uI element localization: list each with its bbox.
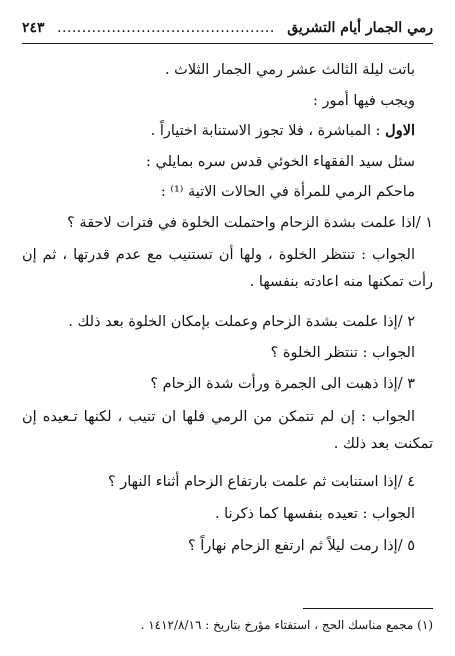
page-number: ٢٤٣ [22, 20, 45, 36]
header-title: رمي الجمار أيام التشريق [287, 20, 433, 36]
footnote-divider [303, 608, 433, 609]
first-item-heading: الاول [385, 122, 415, 139]
paragraph-line [22, 121, 415, 141]
question-line: ٥ /إذا رمت ليلاً ثم ارتفع الزحام نهاراً ؟ [188, 538, 415, 554]
first-item-text: : المباشرة ، فلا تجوز الاستنابة اختياراً . [150, 123, 381, 139]
footnote: (١) مجمع مناسك الحج ، استفتاء مؤرخ بتاريخ : ١٤١٢/٨/١٦ . [140, 618, 433, 632]
header-divider [22, 43, 433, 44]
answer-line: رأت تمكنها منه اعادته بنفسها . [249, 274, 433, 290]
question-line: ٣ /إذا ذهبت الى الجمرة ورأت شدة الزحام ؟ [150, 376, 415, 392]
paragraph-line: ويجب فيها أمور : [312, 93, 415, 109]
question-line: ٢ /إذا علمت بشدة الزحام وعملت بإمكان الخلوة بعد ذلك . [68, 314, 415, 330]
paragraph-line: ماحكم الرمي للمرأة في الحالات الاتية ⁽¹⁾ : [160, 184, 415, 200]
answer-line: الجواب : تنتظر الخلوة ، ولها أن تستنيب مع عدم قدرتها ، ثم إن [22, 247, 415, 263]
question-line: ٤ /إذا استنابت ثم علمت بارتفاع الزحام أثناء النهار ؟ [107, 474, 415, 490]
paragraph-line: باتت ليلة الثالث عشر رمي الجمار الثلاث . [164, 62, 415, 78]
question-line: ١ /اذا علمت بشدة الزحام واحتملت الخلوة في فترات لاحقة ؟ [67, 215, 433, 231]
header-dots: ............................................ [57, 20, 275, 36]
answer-line: الجواب : تعيده بنفسها كما ذكرنا . [214, 506, 415, 522]
answer-line: الجواب : إن لم تتمكن من الرمي فلها ان تنيب ، لكنها تـعيده إن [22, 409, 415, 425]
answer-line: تمكنت بعد ذلك . [333, 436, 433, 452]
running-header [22, 16, 433, 40]
answer-line: الجواب : تنتظر الخلوة ؟ [270, 345, 415, 361]
paragraph-line: سئل سيد الفقهاء الخوئي قدس سره بمايلي : [146, 154, 415, 170]
